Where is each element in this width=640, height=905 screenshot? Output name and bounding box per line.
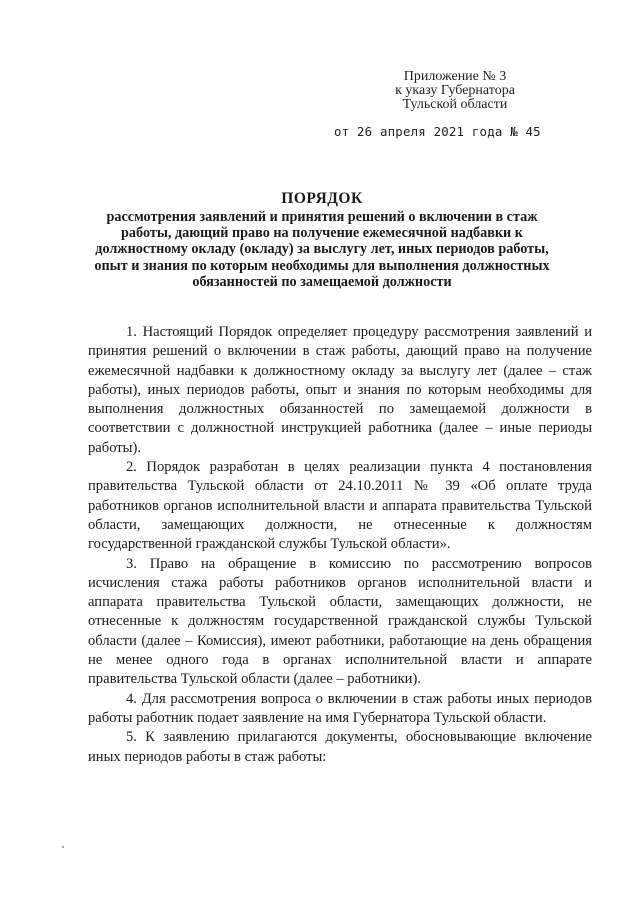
paragraph-1: 1. Настоящий Порядок определяет процедуру рассмотрения заявлений и принятия решений о включении в стаж работы, дающий право на получение ежемесячной надбавки к должностному окладу за выслугу лет (далее – стаж работы), иных периодов работы, опыт и знания по которым необходимы для выполнения должностных обязанностей по замещаемой должности в соответствии с должностной инструкцией работника (далее – иные периоды работы).: [88, 324, 592, 456]
title-heading: ПОРЯДОК: [281, 190, 363, 207]
appendix-region: Тульской области: [402, 97, 508, 112]
appendix-block: [380, 70, 530, 112]
title-subtitle: рассмотрения заявлений и принятия решений о включении в стаж работы, дающий право на получение ежемесячной надбавки к должностному окладу (окладу) за выслугу лет, иных периодов работы, опыт и знания по которым необходимы для выполнения должностных обязанностей по замещаемой должности: [94, 209, 550, 290]
paragraph-4: 4. Для рассмотрения вопроса о включении в стаж работы иных периодов работы работник подает заявление на имя Губернатора Тульской области.: [88, 690, 592, 726]
decree-date-number: от 26 апреля 2021 года № 45: [334, 124, 541, 139]
document-title: [80, 190, 564, 290]
appendix-number: Приложение № 3: [403, 69, 507, 84]
scan-speck: [62, 846, 64, 848]
paragraph-2: 2. Порядок разработан в целях реализации пункта 4 постановления правительства Тульской области от 24.10.2011 № 39 «Об оплате труда работников органов исполнительной власти и аппарата правительства Тульской области, замещающих должности, не отнесенные к должностям государственной гражданской службы Тульской области».: [88, 459, 592, 553]
document-body: [88, 323, 592, 767]
paragraph-3: 3. Право на обращение в комиссию по рассмотрению вопросов исчисления стажа работы работников органов исполнительной власти и аппарата правительства Тульской области, замещающих должности, не отнесенные к должностям государственной гражданской службы Тульской области (далее – Комиссия), имеют работники, работающие на день обращения не менее одного года в органах исполнительной власти и аппарате правительства Тульской области (далее – работники).: [88, 555, 592, 688]
paragraph-5: 5. К заявлению прилагаются документы, обосновывающие включение иных периодов работы в стаж работы:: [88, 729, 592, 765]
appendix-decree-ref: к указу Губернатора: [395, 83, 515, 98]
